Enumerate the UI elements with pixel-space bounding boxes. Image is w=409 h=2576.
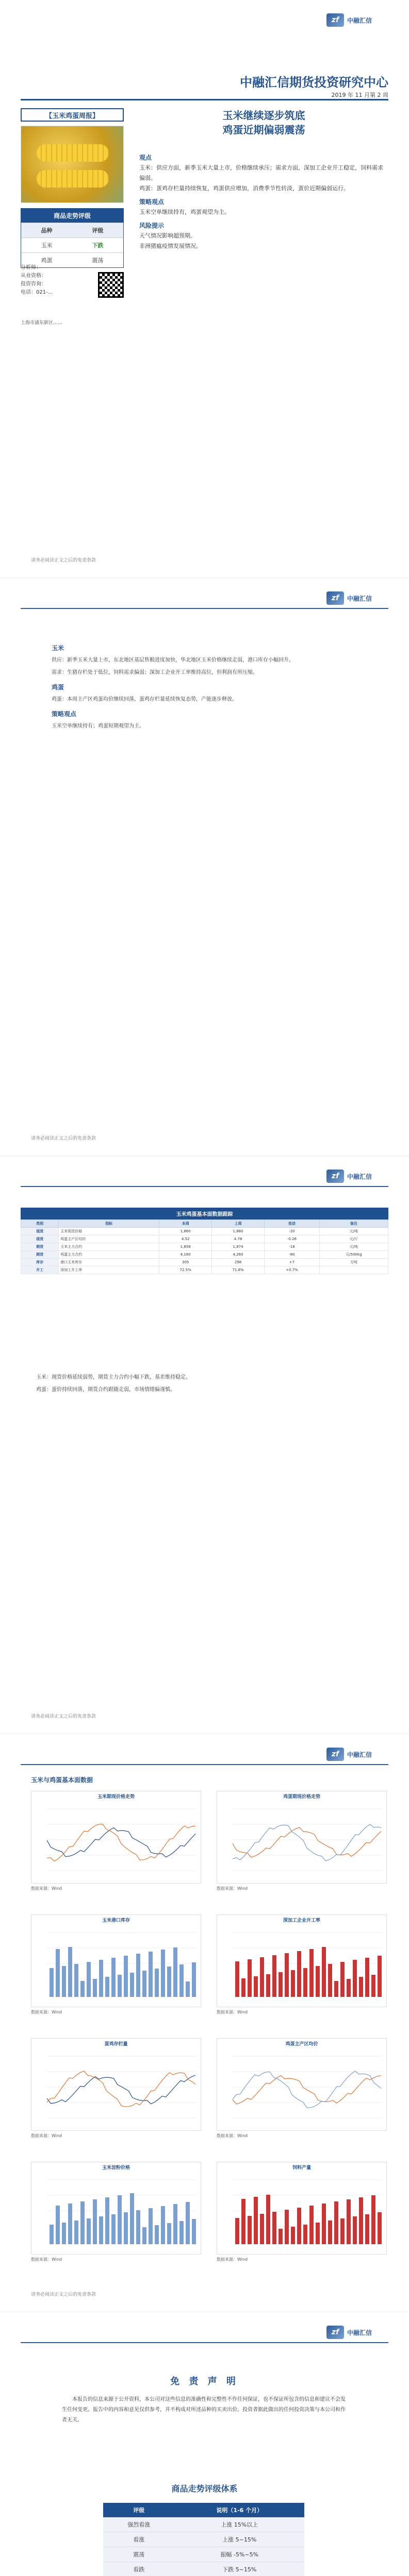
paragraph: 玉米：现货价格延续弱势，期货主力合约小幅下跌，基差维持稳定。 [36, 1375, 191, 1380]
chart-bar [80, 2201, 85, 2244]
chart-bar [130, 2193, 134, 2244]
summary-head: 观点 [139, 154, 152, 161]
chart-bar [334, 1981, 338, 1997]
summary-item: 玉米：供应方面，新季玉米大量上市，价格继续承压；需求方面，深加工企业开工稳定，饲料需求偏弱。 [139, 164, 383, 181]
chart-bar [353, 2216, 357, 2244]
chart-bar [124, 1956, 128, 1997]
chart-bar [303, 2225, 307, 2244]
chart-bar [248, 2216, 252, 2244]
chart-bar [322, 2204, 326, 2244]
section-head: 鸡蛋 [52, 684, 64, 691]
chart-bar [111, 2214, 116, 2244]
chart-bar [186, 2202, 190, 2244]
chart-series-line [47, 2075, 195, 2104]
table-cell: 现货 [21, 1228, 59, 1235]
author-line: 从业资格： [21, 273, 46, 279]
chart-bar [322, 1947, 326, 1997]
table-cell: 71.8% [212, 1266, 265, 1274]
table-cell: 期货 [21, 1251, 59, 1259]
section-head: 策略观点 [52, 710, 77, 718]
chart-bar [56, 1949, 60, 1997]
rating-title: 商品走势评级 [21, 209, 123, 223]
logo-icon: zf [326, 13, 344, 27]
col-header: 评级 [103, 2503, 174, 2517]
chart-bar [192, 1962, 196, 1997]
chart-bar [347, 2199, 351, 2244]
col-header: 指标 [59, 1220, 159, 1228]
chart-title: 玉米淀粉价格 [102, 2165, 130, 2171]
chart-bar [272, 1955, 276, 1997]
chart-source: 数据来源：Wind [217, 2010, 248, 2014]
data-table [21, 1219, 388, 1274]
brand-name: 中融汇信 [347, 2329, 372, 2336]
chart-bar [279, 1972, 283, 1997]
table-cell: 4.78 [212, 1235, 265, 1243]
chart-bar [186, 1981, 190, 1997]
chart-bar [142, 1971, 146, 1997]
paragraph: 需求：生猪存栏处于低位，饲料需求偏弱；深加工企业开工率维持高位，但利润有所压缩。 [52, 670, 258, 675]
chart-bar [291, 1970, 295, 1997]
chart-panel [217, 1791, 387, 1884]
header-rule [21, 1186, 388, 1187]
chart-series-line [47, 1828, 195, 1857]
chart-bar [62, 2223, 66, 2244]
chart-bar [241, 1978, 246, 1997]
chart-bar [136, 2210, 140, 2244]
table-cell: 1,856 [159, 1243, 212, 1251]
table-cell: 4,260 [212, 1251, 265, 1259]
chart-bar [155, 2225, 159, 2244]
brand-name: 中融汇信 [347, 1173, 372, 1180]
table-row [21, 1259, 388, 1266]
footer-note: 请务必阅读正文之后的免责条款 [31, 1714, 96, 1719]
chart-bar [241, 2199, 246, 2244]
summary-item: 天气情况影响超预期。 [139, 232, 196, 239]
chart-bar [285, 1953, 289, 1997]
author-line: 电话：021-... [21, 290, 53, 295]
table-cell: 4,180 [159, 1251, 212, 1259]
chart-bar [155, 1969, 159, 1997]
table-cell: -20 [265, 1228, 320, 1235]
brand-logo [326, 590, 388, 606]
table-header-row [103, 2503, 304, 2517]
chart-source: 数据来源：Wind [31, 1886, 62, 1891]
table-row [103, 2562, 304, 2576]
summary-item: 鸡蛋：蛋鸡存栏量持续恢复，鸡蛋供应增加，消费季节性转淡，蛋价近期偏弱运行。 [139, 185, 349, 192]
paragraph: 供应：新季玉米大量上市，东北地区基层售粮进度加快，华北地区玉米价格继续走弱，港口库存小幅回升。 [52, 657, 294, 663]
data-table-wrap [21, 1208, 388, 1274]
col-header: 本周 [159, 1220, 212, 1228]
rating-system-title: 商品走势评级体系 [171, 2484, 238, 2494]
chart-plot [217, 2172, 386, 2252]
chart-plot [217, 1801, 386, 1881]
table-cell: 玉米主力合约 [59, 1243, 159, 1251]
header-rule [21, 99, 388, 100]
chart-bar [248, 1959, 252, 1997]
chart-source: 数据来源：Wind [31, 2010, 62, 2014]
table-title: 玉米鸡蛋基本面数据跟踪 [21, 1208, 388, 1219]
chart-bar [254, 1976, 258, 1997]
chart-bar [328, 1964, 332, 1997]
chart-panel [31, 1914, 201, 2007]
chart-bar [124, 2212, 128, 2244]
table-header-row [21, 1220, 388, 1228]
chart-title: 玉米港口库存 [102, 1918, 130, 1923]
chart-bar [62, 1966, 66, 1997]
chart-bar [99, 2216, 103, 2244]
chart-bar [266, 2195, 270, 2244]
table-cell: 鸡蛋主力合约 [59, 1251, 159, 1259]
chart-bar [93, 2199, 97, 2244]
chart-source: 数据来源：Wind [31, 2257, 62, 2262]
brand-name: 中融汇信 [347, 595, 372, 602]
chart-panel [217, 2162, 387, 2255]
table-cell: 298 [212, 1259, 265, 1266]
table-cell: 开工 [21, 1266, 59, 1274]
chart-bar [285, 2210, 289, 2244]
table-cell: 现货 [21, 1235, 59, 1243]
footer-note: 请务必阅读正文之后的免责条款 [31, 2292, 96, 2297]
table-cell: 鸡蛋主产区均价 [59, 1235, 159, 1243]
logo-icon: zf [326, 591, 344, 605]
col-header: 说明（1-6 个月） [174, 2503, 304, 2517]
chart-series-line [233, 2071, 381, 2108]
chart-bar [340, 1962, 345, 1997]
table-cell: -80 [265, 1251, 320, 1259]
chart-bar [266, 1974, 270, 1997]
page3-body [36, 1372, 378, 1397]
section-head: 玉米 [52, 645, 64, 652]
table-cell: 看涨 [103, 2532, 174, 2547]
chart-bar [118, 2195, 122, 2244]
table-cell: 1,880 [212, 1228, 265, 1235]
rating-cell: 评级 [72, 223, 123, 238]
chart-bar [309, 2206, 314, 2244]
table-cell: 期货 [21, 1243, 59, 1251]
summary [139, 149, 388, 251]
chart-bar [371, 2195, 375, 2244]
table-cell: 库存 [21, 1259, 59, 1266]
table-row [103, 2532, 304, 2547]
chart-bar [260, 2214, 264, 2244]
chart-bar [99, 1960, 103, 1997]
table-cell: 玉米现货价格 [59, 1228, 159, 1235]
chart-bar [365, 2214, 369, 2244]
chart-title: 玉米期现价格走势 [97, 1794, 135, 1800]
table-cell: 1,860 [159, 1228, 212, 1235]
rating-box [21, 208, 124, 268]
table-cell: 深加工开工率 [59, 1266, 159, 1274]
chart-panel [31, 2038, 201, 2131]
chart-bar [50, 1968, 54, 1997]
table-cell: 震荡 [103, 2547, 174, 2562]
chart-bar [50, 2225, 54, 2244]
table-row [21, 1228, 388, 1235]
chart-bar [303, 1968, 307, 1997]
chart-bar [161, 1950, 165, 1997]
chart-source: 数据来源：Wind [217, 2133, 248, 2138]
chart-plot [31, 2172, 201, 2252]
chart-bar [309, 1949, 314, 1997]
table-cell: 72.5% [159, 1266, 212, 1274]
chart-series-line [47, 1824, 195, 1861]
chart-bar [378, 1956, 382, 1997]
table-cell: 元/吨 [319, 1243, 388, 1251]
brand-logo [326, 1747, 388, 1762]
summary-item: 非洲猪瘟疫情发展情况。 [139, 243, 202, 249]
chart-bar [192, 2219, 196, 2244]
col-header: 上周 [212, 1220, 265, 1228]
chart-section-title: 玉米与鸡蛋基本面数据 [31, 1776, 93, 1784]
table-cell: 元/吨 [319, 1228, 388, 1235]
table-cell: 下跌 5~15% [174, 2562, 304, 2576]
rating-row [21, 223, 123, 238]
chart-bar [74, 1964, 78, 1997]
chart-plot [31, 1925, 201, 2005]
page-5 [0, 2312, 409, 2576]
chart-bar [118, 1975, 122, 1997]
report-date: 2019 年 11 月第 2 周 [331, 92, 388, 98]
table-cell: 振幅 -5%~5% [174, 2547, 304, 2562]
table-row [21, 1243, 388, 1251]
chart-bar [328, 2221, 332, 2244]
institute-title: 中融汇信期货投资研究中心 [240, 75, 388, 90]
chart-bar [179, 2221, 184, 2244]
chart-plot [217, 2048, 386, 2128]
chart-bar [254, 2197, 258, 2244]
chart-bar [340, 2218, 345, 2244]
table-cell: +7 [265, 1259, 320, 1266]
table-cell: 4.52 [159, 1235, 212, 1243]
table-cell: 元/斤 [319, 1235, 388, 1243]
chart-bar [378, 2212, 382, 2244]
table-cell: 强烈看涨 [103, 2517, 174, 2532]
table-cell: 港口玉米库存 [59, 1259, 159, 1266]
chart-bar [87, 2218, 91, 2244]
rating-cell: 震荡 [92, 257, 104, 264]
summary-head: 风险提示 [139, 222, 165, 229]
table-cell: 看跌 [103, 2562, 174, 2576]
page-2 [0, 578, 409, 1156]
table-cell: -18 [265, 1243, 320, 1251]
table-cell: 上涨 15%以上 [174, 2517, 304, 2532]
chart-bar [359, 2197, 363, 2244]
chart-bar [316, 1966, 320, 1997]
chart-bar [149, 2208, 153, 2244]
brand-logo [326, 12, 388, 28]
chart-plot [31, 2048, 201, 2128]
logo-icon: zf [326, 1748, 344, 1761]
table-row [21, 1235, 388, 1243]
rating-row [21, 238, 123, 252]
chart-bar [291, 2227, 295, 2244]
chart-bar [167, 1967, 171, 1997]
summary-head: 策略观点 [139, 198, 165, 206]
chart-title: 深加工企业开工率 [283, 1918, 320, 1923]
table-cell: 元/500kg [319, 1251, 388, 1259]
chart-bar [130, 1973, 134, 1997]
disclaimer-text: 本报告的信息来源于公开资料，本公司对这些信息的准确性和完整性不作任何保证，也不保证所包含的信息和建议不会发生任何变更。报告中的内容和意见仅供参考，并不构成对所述品种的买卖出价。投资者据此做出的任何投资决策与本公司和作者无关。 [62, 2397, 346, 2423]
chart-bar [235, 1961, 239, 1997]
chart-source: 数据来源：Wind [31, 2133, 62, 2138]
chart-bar [316, 2223, 320, 2244]
page-3 [0, 1156, 409, 1734]
page-1 [0, 0, 409, 578]
author-line: 分析师： [21, 265, 41, 270]
chart-source: 数据来源：Wind [217, 1886, 248, 1891]
chart-bar [235, 2218, 239, 2244]
corn-photo [21, 126, 124, 203]
chart-bar [272, 2212, 276, 2244]
chart-title: 饲料产量 [292, 2165, 311, 2171]
chart-bar [297, 2208, 301, 2244]
chart-bar [136, 1954, 140, 1997]
col-header: 变动 [265, 1220, 320, 1228]
table-cell [319, 1266, 388, 1274]
chart-bar [365, 1958, 369, 1997]
qr-code-icon [98, 272, 124, 298]
summary-item: 玉米空单继续持有，鸡蛋观望为主。 [139, 209, 230, 215]
address: 上海市浦东新区…… [21, 320, 63, 326]
table-cell: 305 [159, 1259, 212, 1266]
chart-plot [217, 1925, 386, 2005]
author-line: 投资咨询： [21, 281, 46, 287]
chart-bar [353, 1960, 357, 1997]
chart-bar [111, 1958, 116, 1997]
table-cell: +0.7% [265, 1266, 320, 1274]
chart-bar [68, 2204, 72, 2244]
footer-note: 请务必阅读正文之后的免责条款 [31, 558, 96, 563]
header-rule [21, 608, 388, 609]
chart-bar [56, 2206, 60, 2244]
chart-bar [371, 1975, 375, 1997]
chart-bar [80, 1981, 85, 1997]
col-header: 备注 [319, 1220, 388, 1228]
chart-bar [359, 1977, 363, 1997]
chart-bar [68, 1947, 72, 1997]
chart-bar [173, 2204, 177, 2244]
rating-cell: 下跌 [92, 242, 104, 249]
chart-panel [31, 2162, 201, 2255]
chart-bar [279, 2229, 283, 2244]
title-line: 玉米继续逐步筑底 [222, 109, 305, 122]
brand-name: 中融汇信 [347, 1751, 372, 1758]
rating-cell: 鸡蛋 [41, 257, 53, 264]
disclaimer-title: 免 责 声 明 [170, 2376, 239, 2387]
brand-logo [326, 2325, 388, 2340]
paragraph: 玉米空单继续持有；鸡蛋短期观望为主。 [52, 723, 144, 729]
rating-cell: 品种 [21, 223, 72, 238]
chart-title: 鸡蛋期现价格走势 [283, 1794, 320, 1800]
chart-series-line [233, 2076, 381, 2104]
header-rule [21, 1764, 388, 1765]
table-row [103, 2547, 304, 2562]
chart-title: 蛋鸡存栏量 [104, 2042, 128, 2047]
report-title [139, 108, 388, 137]
chart-bar [161, 2206, 165, 2244]
table-row [21, 1251, 388, 1259]
brand-name: 中融汇信 [347, 16, 372, 24]
paragraph: 鸡蛋：蛋价持续回落，期货合约跟随走弱，市场情绪偏谨慎。 [36, 1387, 175, 1393]
chart-panel [31, 1791, 201, 1884]
chart-bar [347, 1979, 351, 1997]
chart-bar [142, 2227, 146, 2244]
chart-bar [105, 2197, 109, 2244]
chart-bar [334, 2201, 338, 2244]
table-row [21, 1266, 388, 1274]
chart-bar [167, 2223, 171, 2244]
table-cell: 1,874 [212, 1243, 265, 1251]
table-cell: 上涨 5~15% [174, 2532, 304, 2547]
chart-bar [179, 1964, 184, 1997]
chart-panel [217, 2038, 387, 2131]
chart-bar [105, 1977, 109, 1997]
table-cell: -0.26 [265, 1235, 320, 1243]
chart-plot [31, 1801, 201, 1881]
header-rule [21, 2342, 388, 2343]
title-line: 鸡蛋近期偏弱震荡 [222, 124, 305, 136]
chart-panel [217, 1914, 387, 2007]
report-tag: 【玉米鸡蛋周报】 [21, 108, 124, 122]
logo-icon: zf [326, 1170, 344, 1183]
chart-source: 数据来源：Wind [217, 2257, 248, 2262]
chart-bar [297, 1951, 301, 1997]
chart-bar [93, 1979, 97, 1997]
page-4 [0, 1734, 409, 2312]
footer-note: 请务必阅读正文之后的免责条款 [31, 1136, 96, 1141]
chart-bar [87, 1962, 91, 1997]
chart-bar [260, 1957, 264, 1997]
table-cell: 万吨 [319, 1259, 388, 1266]
chart-series-line [233, 1827, 381, 1857]
page2-body [52, 639, 363, 734]
chart-bar [173, 1947, 177, 1997]
brand-logo [326, 1168, 388, 1184]
chart-bar [74, 2221, 78, 2244]
logo-icon: zf [326, 2326, 344, 2339]
chart-title: 鸡蛋主产区均价 [285, 2042, 318, 2047]
chart-bar [149, 1952, 153, 1997]
paragraph: 鸡蛋：本周主产区鸡蛋均价继续回落，蛋鸡存栏量延续恢复态势，产能逐步释放。 [52, 697, 237, 702]
rating-cell: 玉米 [41, 242, 53, 249]
col-header: 类别 [21, 1220, 59, 1228]
rating-system-table [103, 2503, 304, 2576]
table-row [103, 2517, 304, 2532]
